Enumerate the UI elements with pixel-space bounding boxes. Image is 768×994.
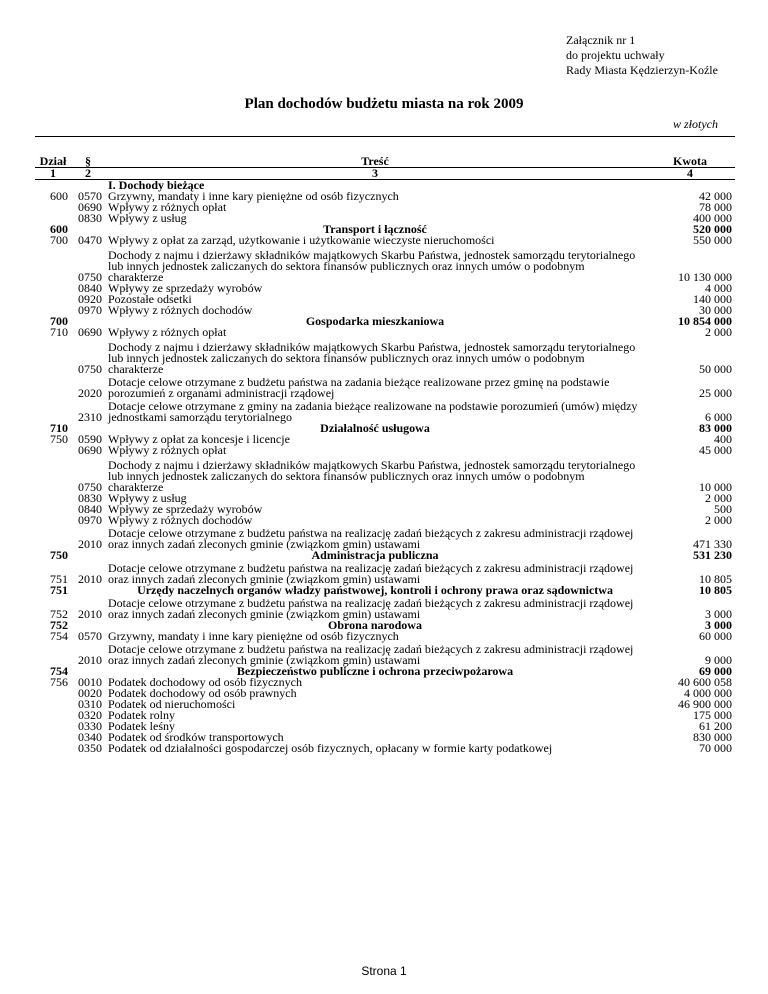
cell-tresc: Wpływy z usług xyxy=(108,211,187,225)
cell-dzial xyxy=(35,688,71,699)
cell-kwota: 10 805 xyxy=(699,572,732,586)
cell-tresc: Wpływy ze sprzedaży wyrobów xyxy=(108,281,263,295)
cell-dzial: 700 xyxy=(50,233,68,247)
cell-kwota: 40 600 058 xyxy=(678,675,732,689)
cell-paragraph: 0470 xyxy=(78,233,102,247)
cell-kwota: 175 000 xyxy=(693,708,732,722)
cell-kwota: 69 000 xyxy=(699,664,732,678)
cell-dzial xyxy=(35,375,71,399)
cell-kwota: 6 000 xyxy=(705,410,732,424)
cell-paragraph xyxy=(71,550,105,561)
cell-paragraph: 0970 xyxy=(78,303,102,317)
cell-kwota: 25 000 xyxy=(699,386,732,400)
cell-tresc: Podatek leśny xyxy=(108,719,175,733)
cell-dzial: 754 xyxy=(50,629,68,643)
cell-dzial: 752 xyxy=(50,607,68,621)
cell-tresc: Dochody z najmu i dzierżawy składników majątkowych Skarbu Państwa, jednostek samorządu terytorialnego lub innych jednostek zaliczanych do sektora finansów publicznych oraz innych umów o podobnym charakterze xyxy=(108,248,636,284)
table-row xyxy=(35,631,735,642)
attachment-line-1: Załącznik nr 1 xyxy=(566,33,636,47)
cell-kwota: 400 000 xyxy=(693,211,732,225)
cell-kwota: 2 000 xyxy=(705,325,732,339)
attachment-line-2: do projektu uchwały xyxy=(566,48,665,62)
cell-dzial: 751 xyxy=(50,572,68,586)
table-row xyxy=(35,515,735,526)
table-row xyxy=(35,327,735,338)
cell-tresc: Administracja publiczna xyxy=(311,548,439,562)
cell-dzial xyxy=(35,710,71,721)
cell-tresc: Dochody z najmu i dzierżawy składników majątkowych Skarbu Państwa, jednostek samorządu terytorialnego lub innych jednostek zaliczanych do sektora finansów publicznych oraz innych umów o podobnym charakterze xyxy=(108,340,636,376)
cell-paragraph: 0570 xyxy=(78,629,102,643)
cell-tresc: Dotacje celowe otrzymane z budżetu państwa na realizację zadań bieżących z zakresu administracji rządowej oraz innych zadań zleconych gminie (związkom gmin) ustawami xyxy=(108,561,634,586)
cell-paragraph: 0750 xyxy=(78,270,102,284)
cell-dzial xyxy=(35,399,71,423)
cell-tresc: Pozostałe odsetki xyxy=(108,292,192,306)
cell-dzial xyxy=(35,642,71,666)
cell-kwota: 140 000 xyxy=(693,292,732,306)
cell-tresc: Wpływy z różnych opłat xyxy=(108,325,227,339)
table-row xyxy=(35,526,735,550)
cell-dzial: 750 xyxy=(50,432,68,446)
cell-dzial xyxy=(35,526,71,550)
cell-dzial xyxy=(35,202,71,213)
cell-paragraph: 0840 xyxy=(78,502,102,516)
cell-paragraph: 0020 xyxy=(78,686,102,700)
cell-kwota: 830 000 xyxy=(693,730,732,744)
table-row xyxy=(35,445,735,456)
cell-tresc: Wpływy z różnych dochodów xyxy=(108,513,253,527)
cell-tresc: Działalność usługowa xyxy=(320,421,430,435)
cell-tresc: Dotacje celowe otrzymane z budżetu państwa na realizację zadań bieżących z zakresu administracji rządowej oraz innych zadań zleconych gminie (związkom gmin) ustawami xyxy=(108,642,634,667)
attachment-note xyxy=(566,33,718,78)
cell-kwota: 3 000 xyxy=(705,618,732,632)
header-tresc: Treść xyxy=(105,137,645,168)
cell-dzial xyxy=(35,246,71,283)
table-row xyxy=(35,596,735,620)
cell-tresc: Wpływy z różnych dochodów xyxy=(108,303,253,317)
cell-paragraph: 0830 xyxy=(78,491,102,505)
cell-dzial xyxy=(35,732,71,743)
cell-paragraph: 0690 xyxy=(78,200,102,214)
cell-kwota: 10 854 000 xyxy=(678,314,732,328)
cell-kwota: 42 000 xyxy=(699,189,732,203)
cell-tresc: Grzywny, mandaty i inne kary pieniężne od osób fizycznych xyxy=(108,629,399,643)
cell-kwota: 500 xyxy=(714,502,732,516)
cell-tresc: Dotacje celowe otrzymane z budżetu państwa na realizację zadań bieżących z zakresu administracji rządowej oraz innych zadań zleconych gminie (związkom gmin) ustawami xyxy=(108,526,634,551)
cell-dzial xyxy=(35,515,71,526)
cell-tresc: Podatek rolny xyxy=(108,708,175,722)
cell-paragraph: 0750 xyxy=(78,362,102,376)
cell-dzial xyxy=(35,743,71,754)
cell-paragraph: 0570 xyxy=(78,189,102,203)
cell-kwota: 10 805 xyxy=(699,583,732,597)
cell-dzial xyxy=(35,493,71,504)
cell-dzial xyxy=(35,504,71,515)
cell-dzial: 600 xyxy=(50,189,68,203)
column-number: 4 xyxy=(645,168,735,180)
cell-tresc: Podatek dochodowy od osób prawnych xyxy=(108,686,297,700)
cell-tresc: Wpływy z różnych opłat xyxy=(108,443,227,457)
cell-tresc: Bezpieczeństwo publiczne i ochrona przeciwpożarowa xyxy=(236,664,514,678)
cell-paragraph: 0320 xyxy=(78,708,102,722)
table-row xyxy=(35,399,735,423)
cell-paragraph: 0690 xyxy=(78,325,102,339)
cell-dzial xyxy=(35,699,71,710)
cell-paragraph: 0350 xyxy=(78,741,102,755)
table-row xyxy=(35,456,735,493)
cell-paragraph: 0830 xyxy=(78,211,102,225)
cell-tresc: I. Dochody bieżące xyxy=(108,178,205,192)
cell-kwota: 78 000 xyxy=(699,200,732,214)
summary-row xyxy=(35,550,735,561)
cell-kwota: 60 000 xyxy=(699,629,732,643)
cell-kwota: 531 230 xyxy=(693,548,732,562)
cell-dzial xyxy=(35,456,71,493)
cell-tresc: Wpływy z opłat za koncesje i licencje xyxy=(108,432,290,446)
cell-tresc: Podatek dochodowy od osób fizycznych xyxy=(108,675,302,689)
table-row xyxy=(35,743,735,754)
cell-dzial: 752 xyxy=(50,618,68,632)
cell-tresc: Wpływy z opłat za zarząd, użytkowanie i użytkowanie wieczyste nieruchomości xyxy=(108,233,495,247)
cell-kwota: 400 xyxy=(714,432,732,446)
cell-tresc: Urzędy naczelnych organów władzy państwowej, kontroli i ochrony prawa oraz sądownictwa xyxy=(137,583,613,597)
cell-dzial: 710 xyxy=(50,325,68,339)
cell-dzial xyxy=(35,338,71,375)
table-row xyxy=(35,235,735,246)
cell-kwota: 550 000 xyxy=(693,233,732,247)
cell-kwota: 70 000 xyxy=(699,741,732,755)
cell-dzial xyxy=(35,721,71,732)
cell-paragraph: 0750 xyxy=(78,480,102,494)
cell-tresc: Wpływy ze sprzedaży wyrobów xyxy=(108,502,263,516)
cell-tresc: Dochody z najmu i dzierżawy składników majątkowych Skarbu Państwa, jednostek samorządu terytorialnego lub innych jednostek zaliczanych do sektora finansów publicznych oraz innych umów o podobnym charakterze xyxy=(108,458,636,494)
header-kwota: Kwota xyxy=(645,137,735,168)
cell-tresc: Dotacje celowe otrzymane z gminy na zadania bieżące realizowane na podstawie porozumień (umów) między jednostkami samorządu terytorialnego xyxy=(108,399,638,424)
cell-dzial: 700 xyxy=(50,314,68,328)
cell-tresc: Podatek od środków transportowych xyxy=(108,730,284,744)
cell-paragraph: 0690 xyxy=(78,443,102,457)
cell-kwota: 10 000 xyxy=(699,480,732,494)
cell-dzial: 756 xyxy=(50,675,68,689)
page-footer: Strona 1 xyxy=(361,964,407,978)
cell-tresc: Wpływy z usług xyxy=(108,491,187,505)
cell-kwota: 61 200 xyxy=(699,719,732,733)
cell-dzial: 600 xyxy=(50,222,68,236)
cell-paragraph: 0590 xyxy=(78,432,102,446)
table-row xyxy=(35,375,735,399)
summary-row xyxy=(35,585,735,596)
attachment-line-3: Rady Miasta Kędzierzyn-Koźle xyxy=(566,63,718,77)
budget-table xyxy=(35,136,735,754)
cell-paragraph: 0970 xyxy=(78,513,102,527)
cell-dzial xyxy=(35,283,71,294)
cell-paragraph: 2020 xyxy=(78,386,102,400)
cell-paragraph xyxy=(71,585,105,596)
cell-tresc: Podatek od działalności gospodarczej osób fizycznych, opłacany w formie karty podatkowej xyxy=(108,741,553,755)
cell-kwota: 2 000 xyxy=(705,513,732,527)
cell-kwota: 45 000 xyxy=(699,443,732,457)
cell-kwota: 2 000 xyxy=(705,491,732,505)
cell-paragraph: 0340 xyxy=(78,730,102,744)
cell-paragraph: 2010 xyxy=(78,607,102,621)
table-row xyxy=(35,246,735,283)
table-row xyxy=(35,561,735,585)
cell-dzial xyxy=(35,445,71,456)
cell-dzial xyxy=(35,294,71,305)
cell-paragraph: 0840 xyxy=(78,281,102,295)
cell-dzial: 750 xyxy=(50,548,68,562)
cell-tresc: Dotacje celowe otrzymane z budżetu państwa na zadania bieżące realizowane przez gminę na podstawie porozumień z organami administracji rządowej xyxy=(108,375,610,400)
cell-paragraph: 2010 xyxy=(78,537,102,551)
cell-kwota: 50 000 xyxy=(699,362,732,376)
cell-paragraph: 2010 xyxy=(78,572,102,586)
cell-kwota: 3 000 xyxy=(705,607,732,621)
cell-tresc: Transport i łączność xyxy=(323,222,427,236)
header-paragraph: § xyxy=(71,137,105,168)
cell-tresc: Dotacje celowe otrzymane z budżetu państwa na realizację zadań bieżących z zakresu administracji rządowej oraz innych zadań zleconych gminie (związkom gmin) ustawami xyxy=(108,596,634,621)
document-title: Plan dochodów budżetu miasta na rok 2009 xyxy=(244,96,524,112)
cell-kwota: 471 330 xyxy=(693,537,732,551)
cell-kwota: 4 000 xyxy=(705,281,732,295)
currency-unit: w złotych xyxy=(673,117,718,131)
cell-kwota: 520 000 xyxy=(693,222,732,236)
cell-paragraph: 2010 xyxy=(78,653,102,667)
cell-tresc: Podatek od nieruchomości xyxy=(108,697,236,711)
cell-tresc: Grzywny, mandaty i inne kary pieniężne od osób fizycznych xyxy=(108,189,399,203)
column-number: 2 xyxy=(71,168,105,180)
cell-dzial: 710 xyxy=(50,421,68,435)
cell-dzial: 754 xyxy=(50,664,68,678)
table-row xyxy=(35,642,735,666)
cell-tresc: Gospodarka mieszkaniowa xyxy=(305,314,445,328)
cell-paragraph: 0310 xyxy=(78,697,102,711)
cell-tresc: Obrona narodowa xyxy=(328,618,422,632)
cell-kwota: 83 000 xyxy=(699,421,732,435)
cell-paragraph: 2310 xyxy=(78,410,102,424)
cell-tresc: Wpływy z różnych opłat xyxy=(108,200,227,214)
header-dzial: Dział xyxy=(35,137,71,168)
cell-kwota: 4 000 000 xyxy=(684,686,732,700)
table-header xyxy=(35,137,735,168)
column-number: 1 xyxy=(35,168,71,180)
column-number: 3 xyxy=(105,168,645,180)
cell-paragraph: 0010 xyxy=(78,675,102,689)
cell-kwota: 30 000 xyxy=(699,303,732,317)
cell-kwota: 9 000 xyxy=(705,653,732,667)
cell-kwota: 10 130 000 xyxy=(678,270,732,284)
cell-paragraph: 0330 xyxy=(78,719,102,733)
cell-paragraph: 0920 xyxy=(78,292,102,306)
table-row xyxy=(35,338,735,375)
cell-kwota: 46 900 000 xyxy=(678,697,732,711)
cell-dzial: 751 xyxy=(50,583,68,597)
